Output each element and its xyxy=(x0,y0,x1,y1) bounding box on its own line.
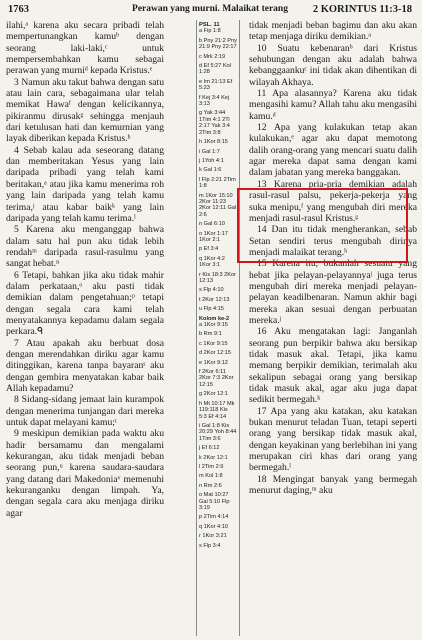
cross-reference-item: c Mrk 2:19 xyxy=(199,53,226,60)
cross-reference-item: e Im 21:13 Ef 5:23 xyxy=(199,78,233,92)
paragraph: 11 Apa alasannya? Karena aku tidak mengasihi kamu? Allah tahu aku mengasihi kamu.ᵈ xyxy=(249,88,417,122)
paragraph: 14 Dan itu tidak mengherankan, sebab Setan sendiri terus mengubah dirinya menjadi malaikat terang.ʰ xyxy=(249,224,417,258)
paragraph: 17 Apa yang aku katakan, aku katakan bukan menurut teladan Tuan, tetapi seperti orang yang bersikap tidak masuk akal, dengan keyakinan yang berlebihan ini yang merupakan ciri khas dari orang yang bermegah.ˡ xyxy=(249,405,417,474)
cross-reference-heading: PSL. 11 xyxy=(199,22,220,28)
page-number: 1763 xyxy=(8,4,29,15)
cross-reference-item: b Rm 9:1 xyxy=(199,331,222,338)
cross-reference-separator: Kolom ke-2 xyxy=(199,315,230,322)
cross-reference-item: s Flp 4:10 xyxy=(199,287,224,294)
cross-reference-item: i Gal 1:7 xyxy=(199,148,220,155)
paragraph: 8 Sidang-sidang jemaat lain kurampok dengan menerima tunjangan dari mereka untuk dapat melayani kamu;ᵗ xyxy=(6,394,164,429)
cross-reference-item: j 1Yoh 4:1 xyxy=(199,157,224,164)
cross-reference-item: u Flp 4:15 xyxy=(199,306,224,313)
cross-reference-list xyxy=(199,28,237,312)
cross-reference-item: p 2Tim 4:14 xyxy=(199,514,229,521)
paragraph: 7 Atau apakah aku berbuat dosa dengan merendahkan diriku agar kamu ditinggikan, karena tanpa bayaranˢ aku dengan gembira menyatakan kabar baik Allah kepadamu? xyxy=(6,337,164,394)
cross-reference-item: e 1Kor 9:12 xyxy=(199,359,228,366)
cross-reference-item: l 2Tim 2:9 xyxy=(199,463,224,470)
page-title: Perawan yang murni. Malaikat terang xyxy=(132,4,288,14)
cross-reference-column xyxy=(196,20,240,636)
paragraph: 10 Suatu kebenaranᵇ dari Kristus sehubungan dengan aku adalah bahwa kebanggaankuᶜ ini tidak akan dihentikan di wilayah Akhaya. xyxy=(249,42,417,88)
right-text-column xyxy=(249,20,417,636)
paragraph: 16 Aku mengatakan lagi: Janganlah seorang pun berpikir bahwa aku bersikap tidak masuk akal. Tetapi, jika kamu memang berpikir demikian, terimalah aku sekalipun sebagai orang yang bersikap tidak masuk akal, agar aku juga dapat sedikit bermegah.ᵏ xyxy=(249,326,417,406)
cross-reference-item: j Ef 6:12 xyxy=(199,445,220,452)
column-gutter xyxy=(166,20,194,636)
cross-reference-item: n Rm 2:6 xyxy=(199,482,222,489)
cross-reference-item: g Yak 3:44 1Tim 4:1 2Ti 2:17 Yak 3:4 2Tim 3:8 xyxy=(199,110,230,136)
paragraph: 12 Apa yang kulakukan tetap akan kulakukan,ᵉ agar aku dapat memotong dalih orang-orang yang mencari suatu dalih agar mereka dapat sama dengan kami dalam jabatan yang mereka banggakan. xyxy=(249,122,417,179)
cross-reference-item: k Gal 1:6 xyxy=(199,167,222,174)
paragraph: tidak menjadi beban bagimu dan aku akan tetap menjaga diriku demikian.ᵃ xyxy=(249,20,417,43)
paragraph: 15 Karena itu, bukanlah sesuatu yang hebat jika pelayan-pelayannyaʲ juga terus mengubah diri mereka menjadi pelayan-pelayan keadilbenaran. Namun akhir bagi mereka akan sesuai dengan perbuatan mereka.ʲ xyxy=(249,258,417,326)
cross-reference-item: i Gal 1:8 Kis 20:29 Yoh 8:44 1Tim 3:6 xyxy=(199,422,237,442)
paragraph: 18 Mengingat banyak yang bermegah menurut daging,ᵐ aku xyxy=(249,473,417,497)
cross-reference-item: s Flp 3:4 xyxy=(199,542,221,549)
cross-reference-item: c 1Kor 9:15 xyxy=(199,340,228,347)
cross-reference-item: g 2Kor 12:1 xyxy=(199,391,228,398)
chapter-reference: 2 KORINTUS 11:3-18 xyxy=(312,4,412,15)
cross-reference-item: a 1Kor 9:15 xyxy=(199,322,228,329)
paragraph: 6 Tetapi, bahkan jika aku tidak mahir dalam perkataan,ᵒ aku pasti tidak demikian dalam pengetahuan;ᵖ tetapi dengan segala cara kami telah menyatakannya kepadamu dalam segala perkara.ᑫ xyxy=(6,269,164,338)
cross-reference-item: r 1Kor 3:21 xyxy=(199,533,227,540)
cross-reference-item: b Pny 21:2 Pny 21:9 Pny 22:17 xyxy=(199,37,237,51)
paragraph: 3 Namun aku takut bahwa dengan satu atau lain cara, sebagaimana ular telah memikat Hawaᶠ dengan kelicikannya, pikiranmu dirusakᵍ sehingga menjauh dari ketulusan hati dan kemurnian yang layak diberikan kepada Kristus.ʰ xyxy=(6,76,164,145)
cross-reference-item: r Kis 18:3 2Kor 12:13 xyxy=(199,271,236,284)
cross-reference-item: d 2Kor 12:15 xyxy=(199,350,232,357)
cross-reference-item: m 1Kor 15:10 2Kor 11:23 2Kor 12:11 Gal 2:6 xyxy=(199,192,237,218)
cross-reference-item: l Flp 2:21 2Tim 1:8 xyxy=(199,176,236,190)
cross-reference-item: p Ef 3:4 xyxy=(199,246,219,253)
paragraph: 5 Karena aku menganggap bahwa dalam satu hal pun aku tidak lebih rendahᵐ daripada rasul-rasulmu yang sangat hebat.ⁿ xyxy=(6,224,164,270)
cross-reference-item: f Kej 3:4 Kej 3:13 xyxy=(199,94,230,108)
left-text-column xyxy=(6,20,164,636)
cross-reference-item: n Gal 6:10 xyxy=(199,221,225,228)
paragraph: ilahi,ᵃ karena aku secara pribadi telah mempertunangkan kamuᵇ dengan seorang laki-laki,ᶜ untuk mempersembahkan kamu sebagai perawan yang murniᵈ kepada Kristus.ᵉ xyxy=(6,20,164,77)
cross-reference-item: f 2Kor 6:11 2Kor 7:3 2Kor 12:15 xyxy=(199,369,234,388)
cross-reference-item: a Fip 1:8 xyxy=(199,28,221,35)
cross-reference-item: t 2Kor 12:13 xyxy=(199,296,230,303)
cross-reference-item: d Ef 5:27 Kol 1:28 xyxy=(199,63,232,76)
cross-reference-item: k 2Kor 12:1 xyxy=(199,454,228,461)
page-header xyxy=(8,4,412,18)
cross-reference-item: h Mt 10:17 Mk 119:118 Kis 5:3 Ef 4:14 xyxy=(199,400,235,420)
cross-reference-item: q 1Kor 4:2 1Kor 3:1 xyxy=(199,255,225,269)
paragraph: 9 meskipun demikian pada waktu aku hadir bersamamu dan mengalami kekurangan, aku tidak menjadi beban seorang pun,ᵘ karena saudara-saudara yang datang dari Makedoniaᵛ memenuhi kekuranganku dengan limpah. Ya, dengan segala cara aku menjaga diriku agar xyxy=(6,428,164,519)
cross-reference-item: o 1Kor 1:17 1Kor 2:1 xyxy=(199,230,228,243)
cross-reference-item: q 1Kor 4:10 xyxy=(199,523,228,530)
paragraph-highlighted: 13 Karena pria-pria demikian adalah rasul-rasul palsu, pekerja-pekerja yang suka menipu,ᶠ yang mengubah diri mereka menjadi rasul-rasul Kristus.ᵍ xyxy=(249,178,417,224)
paragraph: 4 Sebab kalau ada seseorang datang dan memberitakan Yesus yang lain daripada pribadi yang telah kami beritakan,ᵃ atau jika kamu menerima roh yang lain daripada yang telah kamu terima,ʲ atau kabar baikᵏ yang lain daripada yang telah kamu terima.ˡ xyxy=(6,144,164,224)
cross-reference-item: h 1Kor 8:15 xyxy=(199,139,228,146)
cross-reference-item: m Kol 1:8 xyxy=(199,473,223,480)
cross-reference-item: o Mat 10:27 Gal 5:10 Flp 3:19 xyxy=(199,492,230,511)
cross-reference-list xyxy=(199,322,237,549)
